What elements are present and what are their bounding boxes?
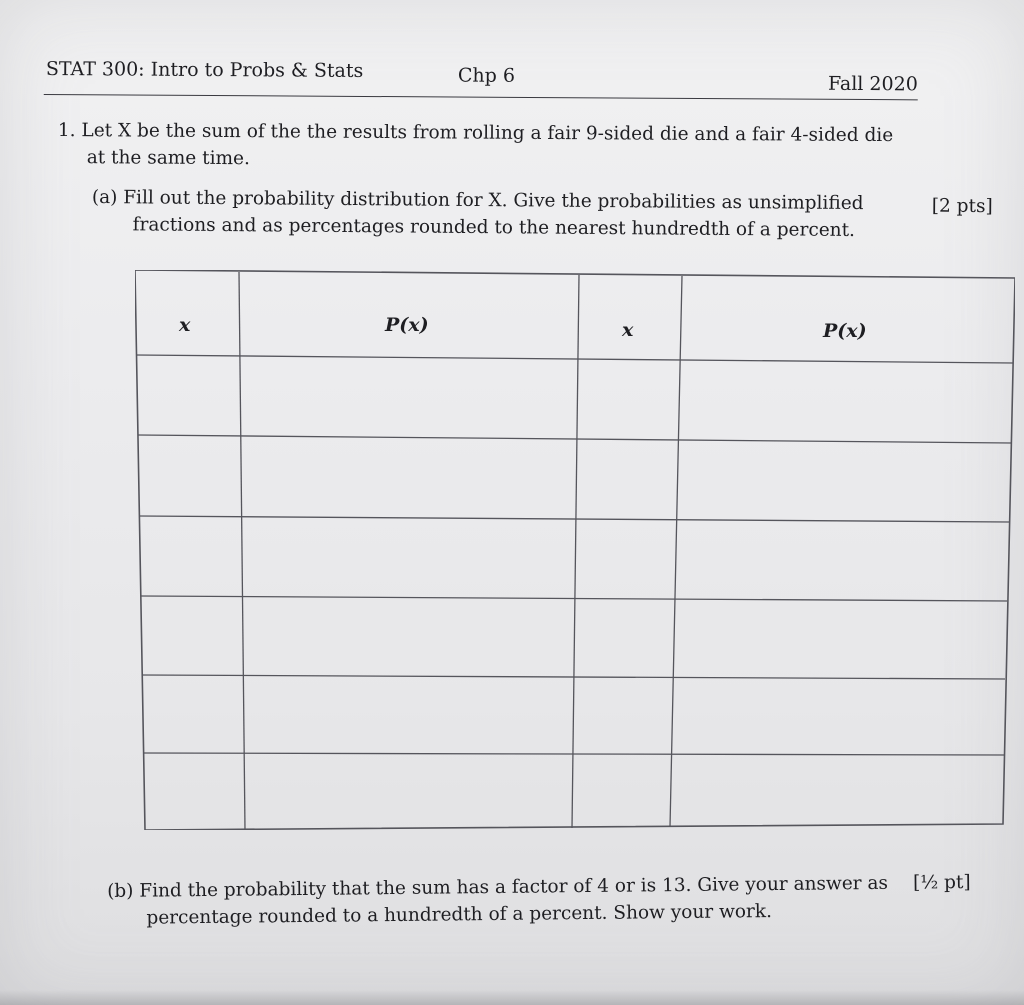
problem-1-line-1: 1. Let X be the sum of the the results from rolling a fair 9-sided die and a fair 4-sided die [57, 119, 894, 147]
header-x-right: x [622, 319, 634, 341]
chapter-label: Chp 6 [457, 64, 516, 87]
header-px-right: P(x) [823, 320, 867, 342]
problem-1-line-2: at the same time. [86, 147, 250, 170]
row-divider-3 [139, 516, 1009, 522]
part-a-points: [2 pts] [931, 195, 993, 218]
part-b-question [107, 869, 988, 932]
part-a-line-1: (a) Fill out the probability distribution for X. Give the probabilities as unsimplified [91, 186, 864, 215]
part-b-line-2: percentage rounded to a hundredth of a percent. Show your work. [146, 901, 773, 929]
course-title: STAT 300: Intro to Probs & Stats [45, 58, 364, 82]
table-grid [135, 270, 1015, 830]
part-b-line-1: (b) Find the probability that the sum has a factor of 4 or is 13. Give your answer as [107, 872, 889, 902]
term-label: Fall 2020 [827, 72, 918, 96]
part-a-question [92, 184, 1012, 245]
header-x-left: x [179, 314, 191, 336]
col-divider-2 [572, 275, 579, 828]
page-header [44, 54, 918, 100]
part-b-points: [½ pt] [912, 871, 971, 894]
row-divider-4 [141, 596, 1007, 601]
col-divider-3 [670, 276, 682, 827]
page-bottom-shadow [0, 990, 1024, 1005]
problem-1-statement [58, 117, 928, 176]
probability-distribution-table [135, 270, 1015, 830]
part-a-line-2: fractions and as percentages rounded to the nearest hundredth of a percent. [132, 214, 856, 241]
row-divider-2 [138, 435, 1011, 443]
row-divider-1 [136, 355, 1013, 363]
header-px-left: P(x) [385, 314, 429, 336]
row-divider-6 [144, 753, 1004, 755]
